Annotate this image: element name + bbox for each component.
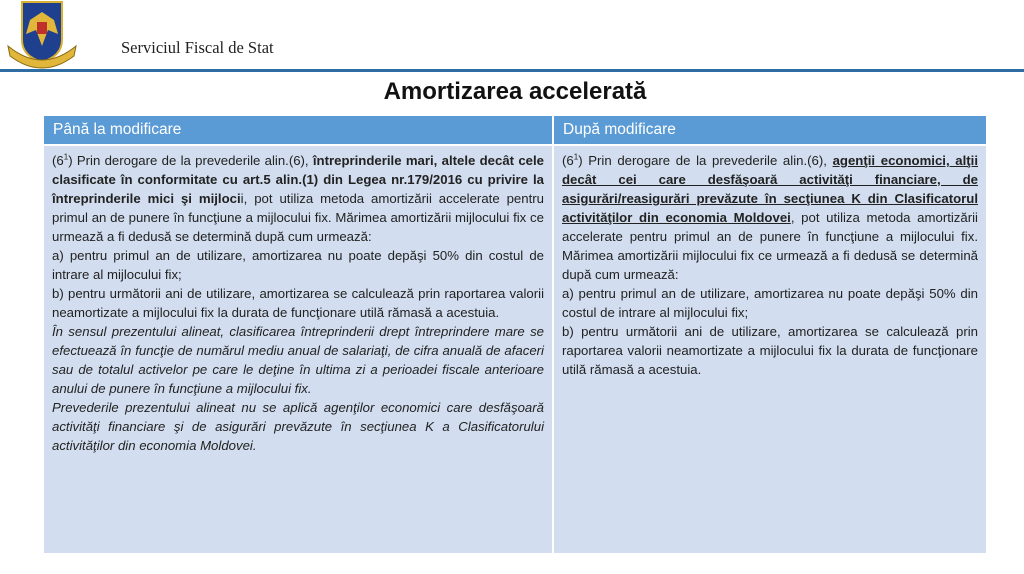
page-title: Amortizarea accelerată xyxy=(383,78,647,105)
header-divider xyxy=(0,69,1024,72)
cell-before xyxy=(44,146,552,553)
cell-after xyxy=(554,146,986,553)
point-a: a) pentru primul an de utilizare, amortizarea nu poate depăşi 50% din costul de intrare al mijlocului fix; xyxy=(562,286,978,320)
superscript: 1 xyxy=(573,152,579,162)
point-b: b) pentru următorii ani de utilizare, amortizarea se calculează prin raportarea valorii neamortizate a mijlocului fix la durata de funcţionare utilă rămasă a acestuia. xyxy=(562,324,978,377)
organization-name: Serviciul Fiscal de Stat xyxy=(121,38,274,57)
coat-of-arms-logo xyxy=(4,0,80,72)
paragraph-main xyxy=(562,151,978,284)
superscript: 1 xyxy=(63,152,69,162)
text: (6 xyxy=(52,153,64,168)
italic-note-1: În sensul prezentului alineat, clasificarea întreprinderii drept întreprindere mare se efectuează în funcţie de numărul mediu anual de salariaţi, de cifra anuală de afaceri sau de totalul activelor pe care le deţine în ultima zi a perioadei fiscale anterioare anului de punere în funcţiune a mijlocului fix. xyxy=(52,324,544,396)
column-header-before: Până la modificare xyxy=(44,116,552,144)
text: , pot utiliza metoda amortizării accelerate pentru primul an de punere în funcţiune a mijlocului fix. Mărimea amortizării mijlocului fix ce urmează a fi dedusă se determină după cum urmează: xyxy=(562,210,978,282)
point-b: b) pentru următorii ani de utilizare, amortizarea se calculează prin raportarea valorii neamortizate a mijlocului fix la durata de funcţionare utilă rămasă a acestuia. xyxy=(52,286,544,320)
paragraph-main xyxy=(52,151,544,246)
text: ) Prin derogare de la prevederile alin.(6), xyxy=(68,153,313,168)
column-header-after: După modificare xyxy=(554,116,986,144)
italic-note-2: Prevederile prezentului alineat nu se aplică agenţilor economici care desfăşoară activităţi financiare şi de asigurări prevăzute în secţiunea K a Clasificatorului activităţilor din economia Moldovei. xyxy=(52,400,544,453)
point-a: a) pentru primul an de utilizare, amortizarea nu poate depăşi 50% din costul de intrare al mijlocului fix; xyxy=(52,248,544,282)
underlined-text: agenţii economici, alţii decât cei care desfăşoară activităţi financiare, de asigurări/reasigurări prevăzute în secţiunea K din Clasificatorul activităţilor din economia Moldovei xyxy=(562,153,978,225)
bold-text: întreprinderile mari, altele decât cele clasificate în conformitate cu art.5 alin.(1) din Legea nr.179/2016 cu privire la întreprinderile mici şi mijloci xyxy=(52,153,544,206)
text: i, pot utiliza metoda amortizării accelerate pentru primul an de punere în funcţiune a mijlocului fix. Mărimea amortizării mijlocului fix ce urmează a fi dedusă se determină după cum urmează: xyxy=(52,191,544,244)
text: ) Prin derogare de la prevederile alin.(6), xyxy=(578,153,833,168)
text: (6 xyxy=(562,153,574,168)
